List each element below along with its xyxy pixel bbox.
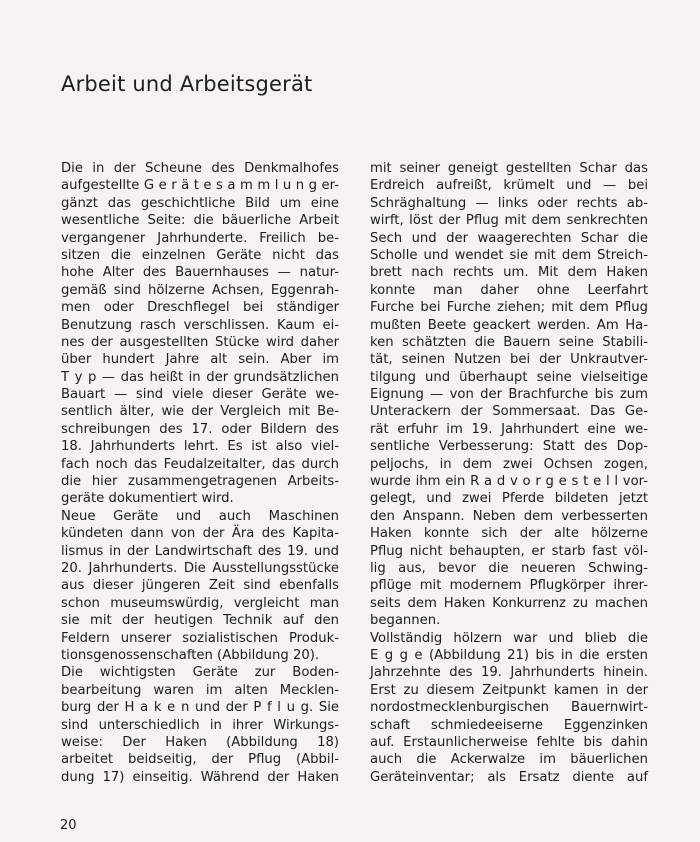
text-line: 20. Jahrhunderts. Die Ausstellungsstücke — [61, 560, 339, 576]
text-line: auf. Erstaunlicherweise fehlte bis dahin — [370, 734, 648, 750]
text-line: sind unterschiedlich in ihrer Wirkungs- — [61, 717, 339, 733]
text-line: auch die Ackerwalze im bäuerlichen — [370, 752, 648, 768]
text-line: wurde ihm ein R a d v o r g e s t e l l vor- — [370, 474, 648, 490]
text-line: lig aus, bevor die neueren Schwing- — [370, 560, 648, 576]
text-line: wirft, löst der Pflug mit dem senkrechten — [370, 213, 648, 229]
text-line: Haken konnte sich der alte hölzerne — [370, 526, 648, 542]
text-line: Erst zu diesem Zeitpunkt kamen in der — [370, 682, 648, 698]
text-line: Geräteinventar; als Ersatz diente auf — [370, 769, 648, 785]
text-line: weise: Der Haken (Abbildung 18) — [61, 734, 339, 750]
text-line: kündeten dann von der Ära des Kapita- — [61, 526, 339, 542]
text-line: Erdreich aufreißt, krümelt und — bei — [370, 178, 648, 194]
text-line: ken schätzten die Bauern seine Stabili- — [370, 334, 648, 350]
text-line: begannen. — [370, 613, 441, 629]
text-line: peljochs, in dem zwei Ochsen zogen, — [370, 456, 648, 472]
page-number: 20 — [60, 818, 77, 833]
text-line: nes der ausgestellten Stücke wird daher — [61, 334, 339, 350]
text-line: Vollständig hölzern war und blieb die — [370, 630, 648, 646]
text-column-right — [370, 160, 648, 786]
text-line: gemäß sind hölzerne Achsen, Eggenrah- — [61, 282, 339, 298]
text-line: die hier zusammengetragenen Arbeits- — [61, 474, 339, 490]
text-line: wesentliche Seite: die bäuerliche Arbeit — [61, 213, 339, 229]
text-line: lismus in der Landwirtschaft des 19. und — [61, 543, 339, 559]
text-line: Die in der Scheune des Denkmalhofes — [61, 161, 339, 176]
text-line: geräte dokumentiert wird. — [61, 491, 234, 507]
text-line: brett nach rechts um. Mit dem Haken — [370, 265, 648, 281]
text-line: bearbeitung waren im alten Mecklen- — [61, 682, 339, 698]
text-line: Bauart — sind viele dieser Geräte we- — [61, 387, 339, 403]
text-line: Jahrzehnte des 19. Jahrhunderts hinein. — [370, 665, 648, 681]
text-line: pflüge mit modernem Pflugkörper ihrer- — [370, 578, 648, 594]
text-line: gelegt, und zwei Pferde bildeten jetzt — [370, 491, 648, 507]
text-line: den Anspann. Neben dem verbesserten — [370, 508, 648, 524]
text-line: aus dieser jüngeren Zeit sind ebenfalls — [61, 578, 339, 594]
text-line: dung 17) einseitig. Während der Haken — [61, 769, 339, 785]
text-line: E g g e (Abbildung 21) bis in die ersten — [370, 647, 648, 663]
text-line: fach noch das Feudalzeitalter, das durch — [61, 456, 339, 472]
text-line: Furche bei Furche ziehen; mit dem Pflug — [370, 300, 648, 316]
text-line: konnte man daher ohne Leerfahrt — [370, 282, 648, 298]
text-line: 18. Jahrhunderts lehrt. Es ist also viel- — [61, 439, 339, 455]
text-line: schreibungen des 17. oder Bildern des — [61, 421, 339, 437]
text-line: sentliche Verbesserung: Statt des Dop- — [370, 439, 648, 455]
text-line: vergangener Jahrhunderte. Freilich be- — [61, 230, 339, 246]
text-line: Pflug nicht behaupten, er starb fast völ- — [370, 543, 648, 559]
text-line: tät, seinen Nutzen bei der Unkrautver- — [370, 352, 648, 368]
text-line: Neue Geräte und auch Maschinen — [61, 508, 339, 524]
text-line: Scholle und wendet sie mit dem Streich- — [370, 247, 648, 263]
text-line: tionsgenossenschaften (Abbildung 20). — [61, 647, 320, 663]
text-line: Eignung — von der Brachfurche bis zum — [370, 387, 648, 403]
text-line: Benutzung rasch verschlissen. Kaum ei- — [61, 317, 339, 333]
text-column-left — [61, 160, 339, 786]
text-line: Feldern unserer sozialistischen Produk- — [61, 630, 339, 646]
text-line: aufgestellte G e r ä t e s a m m l u n g er- — [61, 178, 339, 194]
text-line: seits dem Haken Konkurrenz zu machen — [370, 595, 648, 611]
text-line: hohe Alter des Bauernhauses — natur- — [61, 265, 339, 281]
page-title: Arbeit und Arbeitsgerät — [61, 72, 313, 96]
text-line: Die wichtigsten Geräte zur Boden- — [61, 665, 339, 681]
text-line: mußten Beete geackert werden. Am Ha- — [370, 317, 648, 333]
text-line: mit seiner geneigt gestellten Schar das — [370, 161, 648, 176]
text-line: schaft schmiedeeiserne Eggenzinken — [370, 717, 648, 733]
text-line: arbeitet beidseitig, der Pflug (Abbil- — [61, 752, 339, 768]
text-line: über hundert Jahre alt sein. Aber im — [61, 352, 339, 368]
text-line: sitzen die einzelnen Geräte nicht das — [61, 247, 339, 263]
text-line: schon museumswürdig, vergleicht man — [61, 595, 339, 611]
text-line: T y p — das heißt in der grundsätzlichen — [61, 369, 339, 385]
text-line: rät erfuhr im 19. Jahrhundert eine we- — [370, 421, 648, 437]
text-line: gänzt das geschichtliche Bild um eine — [61, 195, 339, 211]
text-line: Sech und der waagerechten Schar die — [370, 230, 648, 246]
text-line: sentlich älter, wie der Vergleich mit Be- — [61, 404, 339, 420]
text-line: Unterackern der Sommersaat. Das Ge- — [370, 404, 648, 420]
text-line: burg der H a k e n und der P f l u g. Sie — [61, 700, 339, 716]
text-line: Schräghaltung — links oder rechts ab- — [370, 195, 648, 211]
text-line: men oder Dreschflegel bei ständiger — [61, 300, 339, 316]
text-line: sie mit der heutigen Technik auf den — [61, 613, 339, 629]
text-line: tilgung und überhaupt seine vielseitige — [370, 369, 648, 385]
text-line: nordostmecklenburgischen Bauernwirt- — [370, 700, 648, 716]
